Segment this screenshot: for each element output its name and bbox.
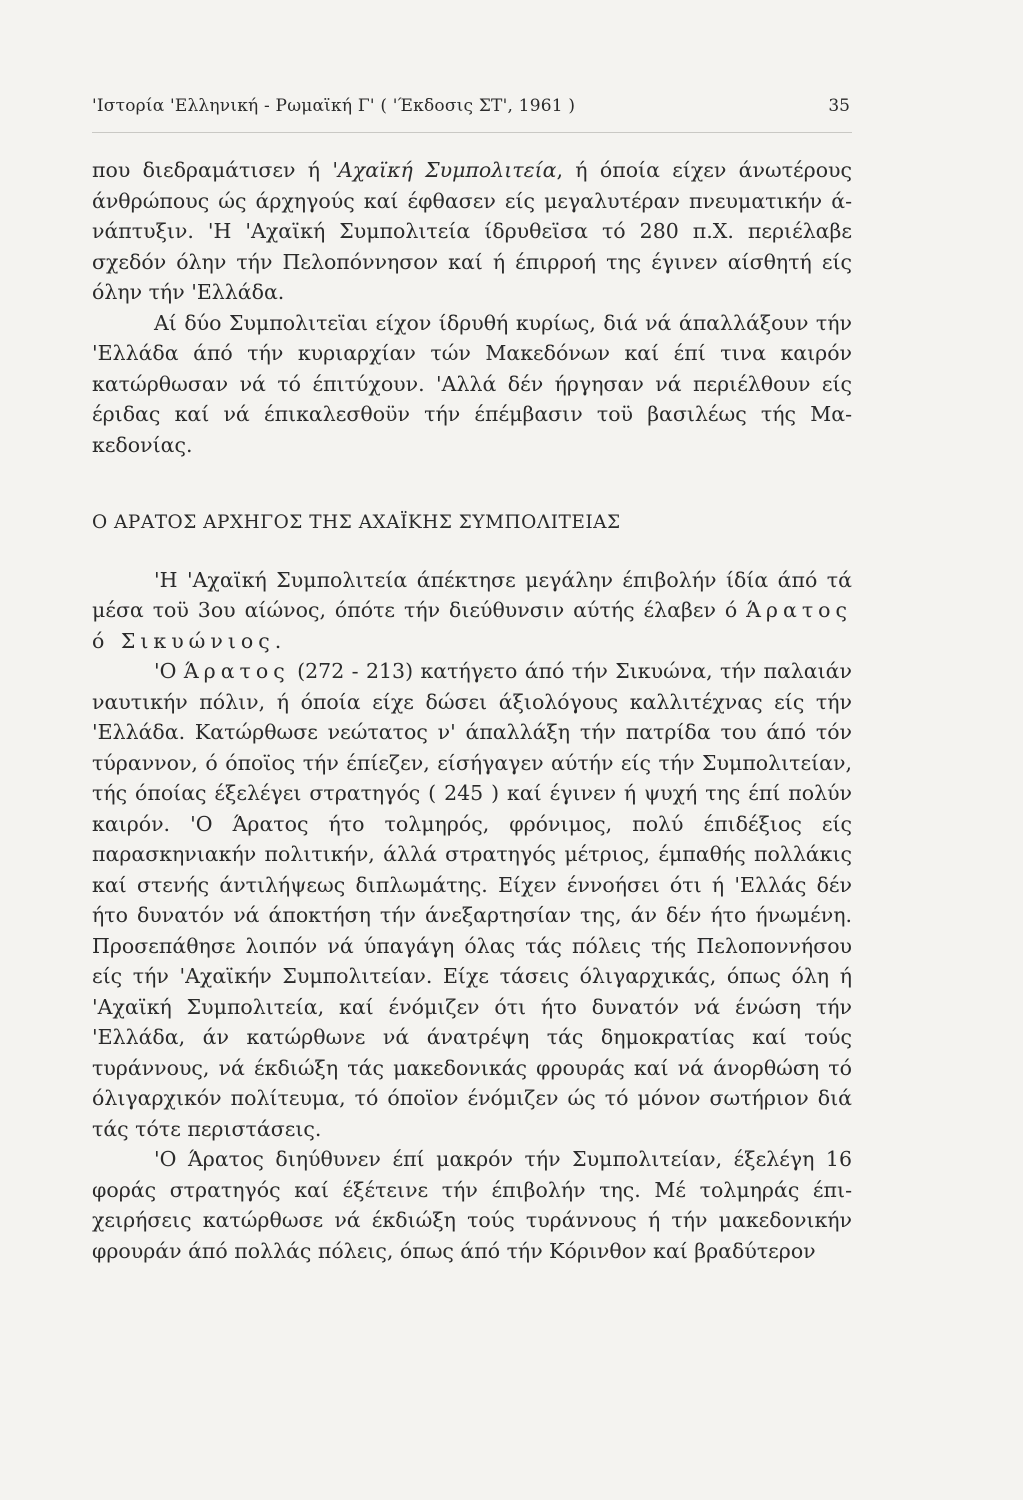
paragraph-1 bbox=[92, 155, 852, 308]
paragraph-2: Αί δύο Συμπολιτεϊαι είχον ίδρυθή κυρίως, διά νά άπαλλάξουν τήν 'Ελλάδα άπό τήν κυριαρχίαν τών Μακεδόνων καί έπί τινα καιρόν κατώρθωσαν νά τό έπιτύχουν. 'Αλλά δέν ήργησαν νά περιέλθουν είς έριδας καί νά έπικαλεσθοϋν τήν έπέμβασιν τοϋ βασιλέως τής Μακεδονίας. bbox=[92, 310, 852, 457]
body-text bbox=[92, 155, 852, 1266]
paragraph-1-italic: 'Αχαϊκή Συμπολιτεία bbox=[332, 158, 557, 182]
paragraph-4-spaced-name: Άρατος bbox=[183, 659, 290, 683]
book-page bbox=[92, 96, 852, 1476]
paragraph-3-start: 'Η 'Αχαϊκή Συμπολιτεία άπέκτησε μεγάλην έπιβολήν ίδία άπό τά μέσα τοϋ 3ου αίώνος, όπότε τήν διεύθυνσιν αύτής έλαβεν ό bbox=[92, 567, 852, 622]
paragraph-5: 'Ο Άρατος διηύθυνεν έπί μακρόν τήν Συμπολιτείαν, έξελέγη 16 φοράς στρατηγός καί έξέτεινε τήν έπιβολήν της. Μέ τολμηράς έπιχειρήσεις κατώρθωσε νά έκδιώξη τούς τυράννους ή τήν μακεδονικήν φρουράν άπό πολλάς πόλεις, όπως άπό τήν Κόρινθον καί βραδύτερον bbox=[92, 1147, 852, 1263]
paragraph-4-end: (272 - 213) κατήγετο άπό τήν Σικυώνα, τήν παλαιάν ναυτικήν πόλιν, ή όποία είχε δώσει άξιολόγους καλλιτέχνας είς τήν 'Ελλάδα. Κατώρθωσε νεώτατος ν' άπαλλάξη τήν πατρίδα του άπό τόν τύραννον, ό όποϊος τήν έπίεζεν, είσήγαγεν αύτήν είς τήν Συμπολιτείαν, τής όποίας έξελέγει στρατηγός ( 245 ) καί έγινεν ή ψυχή της έπί πολύν καιρόν. 'Ο Άρατος ήτο τολμηρός, φρόνιμος, πολύ έπιδέξιος είς παρασκηνιακήν πολιτικήν, άλλά στρατηγός μέτριος, έμπαθής πολλάκις καί στενής άντιλήψεως διπλωμάτης. Είχεν έννοήσει ότι ή 'Ελλάς δέν ήτο δυνατόν νά άποκτήση τήν άνεξαρτησίαν της, άν δέν ήτο ήνωμένη. Προσεπάθησε λοιπόν νά ύπαγάγη όλας τάς πόλεις τής Πελοποννήσου είς τήν 'Αχαϊκήν Συμπολιτείαν. Είχε τάσεις όλιγαρχικάς, όπως όλη ή 'Αχαϊκή Συμπολιτεία, καί ένόμιζεν ότι ήτο δυνατόν νά ένώση τήν 'Ελλάδα, άν κατώρθωνε νά άνατρέψη τάς δημοκρατίας καί τούς τυράννους, νά έκδιώξη τάς μακεδονικάς φρουράς καί νά άνορθώση τό όλιγαρχικόν πολίτευμα, τό όποϊον ένόμιζεν ώς τό μόνον σωτήριον διά τάς τότε περιστάσεις. bbox=[92, 659, 852, 1141]
section-heading: Ο ΑΡΑΤΟΣ ΑΡΧΗΓΟΣ ΤΗΣ ΑΧΑΪΚΗΣ ΣΥΜΠΟΛΙΤΕΙΑΣ bbox=[92, 512, 621, 533]
paragraph-4-start: 'Ο bbox=[154, 659, 184, 683]
paragraph-3-end: . bbox=[274, 628, 282, 653]
paragraph-3 bbox=[92, 565, 852, 657]
paragraph-1-end: , ή όποία είχεν άνωτέρους άνθρώπους ώς άρχηγούς καί έφθασεν είς μεγαλυτέραν πνευματικήν άνάπτυξιν. 'Η 'Αχαϊκή Συμπολιτεία ίδρυθεϊσα τό 280 π.Χ. περιέλαβε σχεδόν όλην τήν Πελοπόννησον καί ή έπιρροή της έγινεν αίσθητή είς όλην τήν 'Ελλάδα. bbox=[92, 158, 853, 304]
paragraph-1-start: που διεδραμάτισεν ή bbox=[92, 158, 333, 182]
header-title: 'Ιστορία 'Ελληνική - Ρωμαϊκή Γ' ( 'Έκδοσις ΣΤ', 1961 ) bbox=[92, 96, 576, 116]
paragraph-3-spaced-name: Άρατος ό Σικυώνιος bbox=[92, 598, 852, 653]
page-number: 35 bbox=[828, 96, 850, 116]
running-header bbox=[92, 96, 852, 133]
paragraph-4 bbox=[92, 656, 852, 1144]
